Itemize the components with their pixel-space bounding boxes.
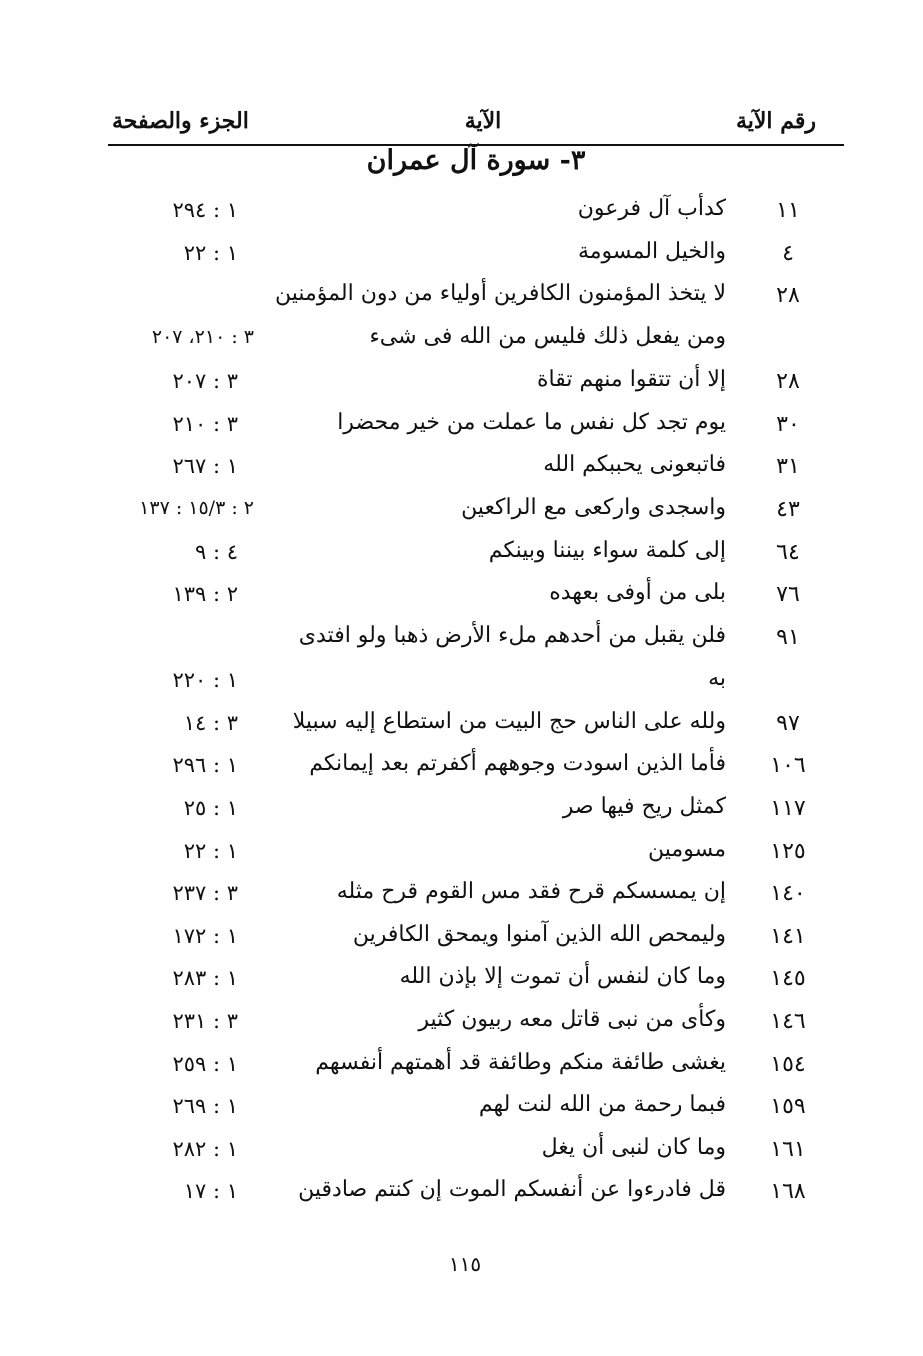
verse-index-table [108,196,844,1220]
part-page-ref: ٣ : ٢٣١ [172,1008,238,1033]
part-page-ref: ٣ : ٢١٠ [172,411,238,436]
verse-text: فلن يقبل من أحدهم ملء الأرض ذهبا ولو افتدى [298,622,726,648]
verse-text: ولله على الناس حج البيت من استطاع إليه سبيلا [292,708,726,734]
verse-number: ١٢٥ [770,838,806,864]
verse-text: وكأى من نبى قاتل معه ربيون كثير [418,1006,726,1032]
header-verse-number: رقم الآية [735,108,816,134]
table-row [108,367,844,410]
table-row [108,922,844,965]
part-page-ref: ٣ : ١٤ [183,710,238,735]
table-row [108,709,844,752]
verse-number: ٣٠ [776,411,800,437]
verse-number: ١٤٥ [770,966,806,992]
verse-text: بلى من أوفى بعهده [549,580,726,606]
verse-number: ٢٨ [776,283,800,309]
part-page-ref: ١ : ٢٢٠ [172,667,238,692]
verse-number: ١٤٠ [770,881,806,907]
part-page-ref: ٣ : ٢١٠، ٢٠٧ [151,326,254,349]
verse-text: فاتبعونى يحببكم الله [543,452,726,478]
table-row [108,495,844,538]
verse-number: ٧٦ [776,582,800,608]
verse-text: واسجدى واركعى مع الراكعين [461,494,726,520]
table-row [108,1177,844,1220]
verse-text: لا يتخذ المؤمنون الكافرين أولياء من دون المؤمنين [275,281,726,307]
part-page-ref: ١ : ٢٥ [183,795,238,820]
part-page-ref: ١ : ٢٩٦ [172,753,238,778]
verse-text-continued: ومن يفعل ذلك فليس من الله فى شىء [369,324,726,350]
table-row [108,1007,844,1050]
verse-text: وليمحص الله الذين آمنوا ويمحق الكافرين [352,921,726,947]
verse-number: ٢٨ [776,369,800,395]
verse-text: وما كان لنبى أن يغل [541,1134,726,1160]
table-row [108,538,844,581]
part-page-ref: ١ : ٢٨٢ [172,1136,238,1161]
verse-number: ١٠٦ [770,753,806,779]
verse-text: يغشى طائفة منكم وطائفة قد أهمتهم أنفسهم [315,1049,726,1075]
part-page-ref: ٤ : ٩ [195,539,238,564]
table-row [108,239,844,282]
verse-text-continued: به [708,665,726,691]
part-page-ref: ١ : ٢٨٣ [172,966,238,991]
table-row [108,1092,844,1135]
verse-text: يوم تجد كل نفس ما عملت من خير محضرا [337,409,726,435]
verse-text: وما كان لنفس أن تموت إلا بإذن الله [399,964,726,990]
verse-number: ٩٧ [776,710,800,736]
verse-text: مسومين [648,836,726,862]
part-page-ref: ١ : ٢٦٩ [172,1094,238,1119]
table-row [108,580,844,623]
verse-number: ١٦٨ [770,1179,806,1205]
verse-text: كمثل ريح فيها صر [562,793,726,819]
table-row [108,751,844,794]
table-row [108,410,844,453]
part-page-ref: ١ : ١٧٢ [172,923,238,948]
table-row [108,452,844,495]
verse-number: ١١ [776,198,800,223]
surah-title: ٣- سورة آل عمران [366,145,586,176]
part-page-ref: ١ : ٢٢ [183,240,238,265]
table-row [108,964,844,1007]
verse-text: قل فادرءوا عن أنفسكم الموت إن كنتم صادقين [298,1177,726,1203]
header-part-page: الجزء والصفحة [112,108,249,134]
table-row [108,794,844,837]
table-row [108,1135,844,1178]
verse-number: ٤٣ [776,496,800,522]
part-page-ref: ١ : ٢٦٧ [172,454,238,479]
verse-number: ١٥٤ [770,1051,806,1077]
table-row [108,623,844,709]
part-page-ref: ٣ : ٢٠٧ [172,369,238,394]
header-verse: الآية [464,108,502,134]
verse-number: ٩١ [776,624,800,650]
verse-number: ١٤٦ [770,1008,806,1034]
part-page-ref: ٢ : ١٣٩ [172,582,238,607]
page-number: ١١٥ [448,1252,482,1276]
table-row [108,837,844,880]
part-page-ref: ٣ : ٢٣٧ [172,881,238,906]
verse-number: ١٤١ [770,923,806,949]
verse-text: والخيل المسومة [577,238,726,264]
part-page-ref: ١ : ١٧ [183,1179,238,1204]
verse-text: فأما الذين اسودت وجوههم أكفرتم بعد إيمانكم [309,751,726,777]
verse-text: فبما رحمة من الله لنت لهم [478,1092,726,1118]
verse-number: ٦٤ [776,539,800,565]
verse-number: ١١٧ [770,795,806,821]
table-row [108,1050,844,1093]
verse-number: ١٦١ [770,1136,806,1162]
verse-number: ٣١ [776,454,800,480]
verse-text: إن يمسسكم قرح فقد مس القوم قرح مثله [336,879,726,905]
part-page-ref: ١ : ٢٩٤ [172,198,238,222]
verse-text: كدأب آل فرعون [577,196,726,221]
table-row [108,196,844,239]
part-page-ref: ٢ : ١٥/٣ : ١٣٧ [139,496,254,519]
table-row [108,281,844,367]
verse-number: ١٥٩ [770,1094,806,1120]
verse-number: ٤ [782,240,794,266]
table-row [108,879,844,922]
part-page-ref: ١ : ٢٢ [183,838,238,863]
verse-text: إلا أن تتقوا منهم تقاة [537,367,726,393]
verse-text: إلى كلمة سواء بيننا وبينكم [488,537,726,563]
table-header [108,96,844,146]
part-page-ref: ١ : ٢٥٩ [172,1051,238,1076]
